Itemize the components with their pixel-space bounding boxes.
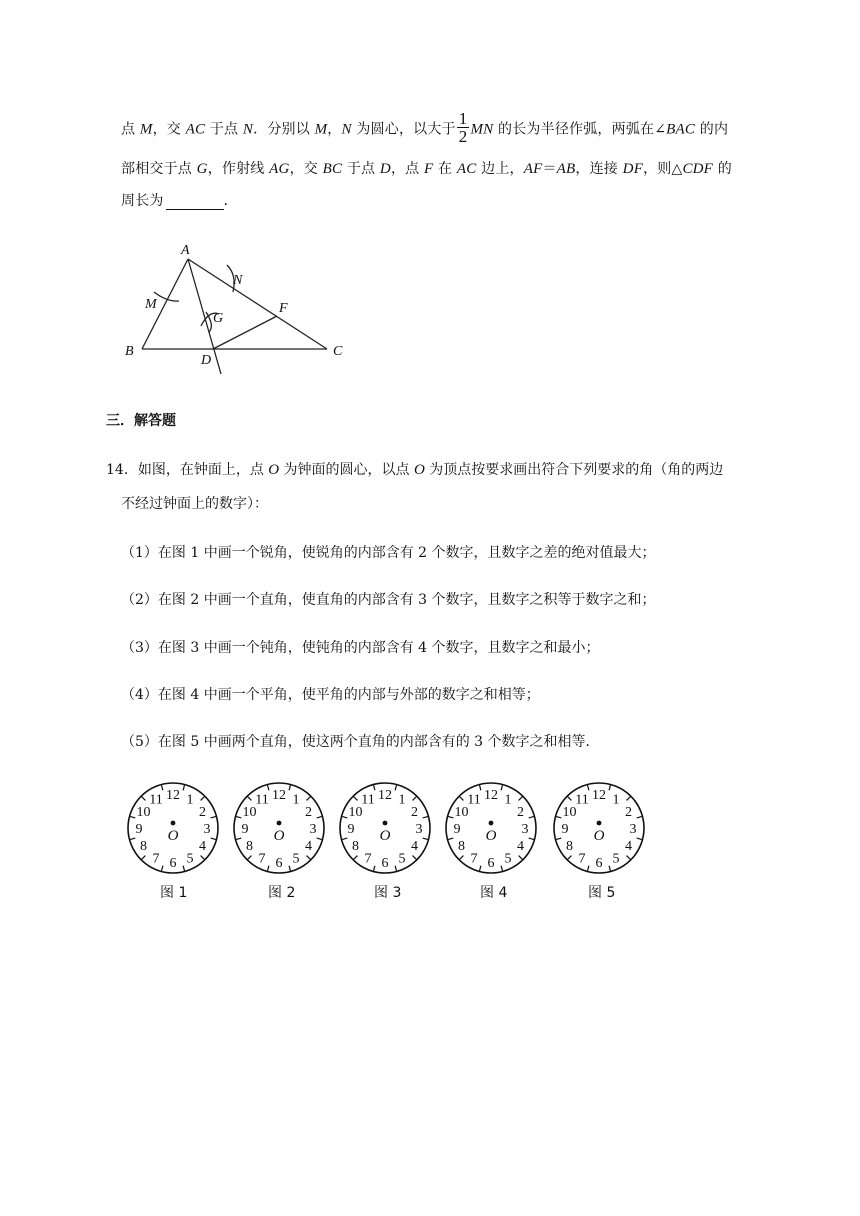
clock-tick [479,866,481,872]
problem14-item-2: （2）在图 2 中画一个直角，使直角的内部含有 3 个数字，且数字之积等于数字之和； [121,592,656,608]
clock-center-dot [171,821,176,826]
clock-number: 1 [186,792,194,808]
problem14-line1 [106,459,723,479]
clock-number: 8 [140,839,148,854]
text: ，交 [152,121,186,138]
text: ，交 [289,161,323,177]
clock-number: 5 [292,851,300,867]
label-d: D [201,353,212,368]
clock-center-label: O [167,828,179,844]
clock-tick [423,838,429,840]
clock-center-label: O [485,828,497,844]
caption-figure-1: 图 1 [160,885,188,901]
clock-number: 10 [136,805,151,820]
label-g: G [213,311,224,326]
clock-tick [247,856,251,860]
clock-number: 10 [562,805,577,820]
clock-number: 5 [186,851,194,867]
clock-number: 12 [378,788,392,803]
clock-center-label: O [379,828,391,844]
problem14-line2: 不经过钟面上的数字）： [121,496,268,512]
clock-number: 9 [135,822,143,837]
clock-tick [529,838,535,840]
text: 周长为 [121,193,164,209]
var: N [242,121,254,138]
clock-number: 1 [504,792,512,808]
clock-tick [501,866,503,872]
label-b: B [125,344,134,359]
clock-tick [342,838,348,840]
clock-number: 9 [241,822,249,837]
clock-tick [267,866,269,872]
clock-number: 7 [470,851,478,867]
var: AG [269,161,290,177]
clock-face-3[interactable] [335,778,435,878]
clock-face-2[interactable] [229,778,329,878]
var: CDF [682,161,714,177]
text: ．分别以 [253,121,315,138]
text: 于点 [205,121,243,138]
clock-number: 4 [410,839,418,854]
var: AC [185,121,206,138]
var: AF [523,161,543,177]
label-a: A [181,243,190,258]
text: ，点 [390,161,425,177]
clock-number: 7 [578,851,586,867]
clock-center-dot [597,821,602,826]
clock-number: 4 [624,839,632,854]
clock-tick [141,856,145,860]
answer-blank[interactable] [166,195,224,210]
text: 14．如图，在钟面上，点 [106,462,269,478]
text: 点 [121,121,140,138]
var: N [341,121,352,138]
clock-number: 5 [612,851,620,867]
clock-number: 2 [410,805,418,820]
clock-number: 6 [487,856,495,871]
clock-tick [236,838,242,840]
clock-number: 1 [612,792,620,808]
clock-tick [448,816,454,818]
var: BC [322,161,343,177]
clock-tick [211,816,217,818]
clock-number: 11 [467,792,481,808]
clock-center-dot [489,821,494,826]
clock-number: 3 [415,822,423,837]
problem13-line1 [121,109,729,147]
clock-number: 2 [304,805,312,820]
clock-tick [609,785,611,791]
var: M [139,121,153,138]
caption-figure-3: 图 3 [374,885,402,901]
clock-number: 8 [566,839,574,854]
clock-tick [317,838,323,840]
clock-tick [627,856,631,860]
clock-tick [609,866,611,872]
clock-tick [413,796,417,800]
clock-number: 8 [458,839,466,854]
arc-m [154,292,179,301]
var: G [196,161,208,177]
clock-tick [353,796,357,800]
clock-center-dot [383,821,388,826]
text: ，则△ [643,161,683,177]
clock-tick [317,816,323,818]
text: ，作射线 [207,161,270,177]
clock-number: 3 [203,822,211,837]
clock-tick [183,785,185,791]
problem13-line2 [121,158,732,178]
triangle-construction-figure [115,240,355,380]
clock-tick [211,838,217,840]
section-title: 三．解答题 [106,413,176,429]
var: F [424,161,434,177]
clock-number: 2 [198,805,206,820]
clock-number: 12 [272,788,286,803]
clock-number: 6 [169,856,177,871]
clock-tick [141,796,145,800]
clock-number: 11 [575,792,589,808]
clock-face-1[interactable] [123,778,223,878]
clock-center-label: O [273,828,285,844]
clock-tick [519,796,523,800]
clock-number: 7 [258,851,266,867]
clock-tick [423,816,429,818]
var: BAC [666,121,696,138]
clock-number: 5 [504,851,512,867]
problem14-item-3: （3）在图 3 中画一个钝角，使钝角的内部含有 4 个数字，且数字之和最小； [121,640,600,656]
var: M [314,121,328,138]
clock-tick [373,785,375,791]
problem14-item-1: （1）在图 1 中画一个锐角，使锐角的内部含有 2 个数字，且数字之差的绝对值最大； [121,545,656,561]
clock-number: 8 [352,839,360,854]
clock-number: 5 [398,851,406,867]
clock-tick [353,856,357,860]
clock-tick [201,796,205,800]
var: MN [470,121,494,138]
clock-number: 9 [453,822,461,837]
clock-tick [413,856,417,860]
clock-tick [587,866,589,872]
clock-number: 3 [309,822,317,837]
clock-tick [395,785,397,791]
clock-number: 10 [348,805,363,820]
clock-number: 11 [149,792,163,808]
clock-tick [567,856,571,860]
problem14-item-5: （5）在图 5 中画两个直角，使这两个直角的内部含有的 3 个数字之和相等． [121,734,600,750]
var: D [379,161,391,177]
text: ，连接 [575,161,623,177]
clock-number: 12 [166,788,180,803]
clock-tick [529,816,535,818]
clock-number: 11 [255,792,269,808]
clock-number: 7 [364,851,372,867]
clock-tick [627,796,631,800]
fraction-one-half [457,110,470,145]
text: 为钟面的圆心，以点 [279,462,415,478]
clock-number: 7 [152,851,160,867]
text: 的 [713,161,732,177]
clock-tick [373,866,375,872]
text: 为顶点按要求画出符合下列要求的角（角的两边 [424,462,724,478]
label-m: M [145,297,157,312]
text: 的内 [695,121,729,138]
caption-figure-2: 图 2 [268,885,296,901]
caption-figure-5: 图 5 [588,885,616,901]
label-n: N [233,273,243,288]
clock-tick [637,838,643,840]
clock-number: 9 [561,822,569,837]
clock-tick [459,796,463,800]
clock-tick [459,856,463,860]
clock-number: 3 [521,822,529,837]
problem13-line3 [121,190,238,210]
var: O [268,462,280,478]
fraction-denominator: 2 [458,127,468,146]
clock-tick [130,816,136,818]
clock-center-dot [277,821,282,826]
clock-number: 4 [304,839,312,854]
text: 在 [433,161,457,177]
text: ， [327,121,342,138]
segment-ac [188,259,327,349]
clock-tick [307,856,311,860]
clock-number: 12 [484,788,498,803]
clock-tick [183,866,185,872]
text: ＝ [542,161,557,177]
clock-number: 6 [595,856,603,871]
text: 于点 [342,161,380,177]
caption-figure-4: 图 4 [480,885,508,901]
text: 为圆心，以大于 [351,121,456,138]
clock-tick [342,816,348,818]
clock-tick [556,816,562,818]
clock-number: 8 [246,839,254,854]
clock-tick [519,856,523,860]
clock-tick [161,866,163,872]
var: AC [456,161,477,177]
clock-tick [289,866,291,872]
clock-number: 10 [454,805,469,820]
clock-tick [161,785,163,791]
clock-tick [289,785,291,791]
problem14-item-4: （4）在图 4 中画一个平角，使平角的内部与外部的数字之和相等； [121,687,540,703]
text: 边上， [476,161,524,177]
clock-tick [567,796,571,800]
label-c: C [333,344,343,359]
clock-number: 4 [198,839,206,854]
clock-tick [637,816,643,818]
var: O [414,462,425,478]
clock-tick [236,816,242,818]
clock-tick [247,796,251,800]
fraction-numerator: 1 [458,109,468,128]
clock-tick [556,838,562,840]
var: DF [622,161,644,177]
text: 的长为半径作弧，两弧在∠ [493,121,667,138]
clock-number: 3 [629,822,637,837]
text: 部相交于点 [121,161,197,177]
clock-number: 4 [516,839,524,854]
var: AB [556,161,576,177]
text: ． [223,193,238,209]
clock-number: 2 [624,805,632,820]
clock-tick [587,785,589,791]
clock-number: 2 [516,805,524,820]
clock-tick [307,796,311,800]
clock-number: 1 [398,792,406,808]
clock-tick [448,838,454,840]
clock-center-label: O [593,828,605,844]
clock-tick [201,856,205,860]
clock-number: 6 [381,856,389,871]
clock-tick [501,785,503,791]
clock-tick [130,838,136,840]
clock-number: 10 [242,805,257,820]
clock-tick [395,866,397,872]
clock-number: 11 [361,792,375,808]
clock-tick [267,785,269,791]
clock-number: 6 [275,856,283,871]
clock-number: 1 [292,792,300,808]
clock-number: 9 [347,822,355,837]
clock-face-4[interactable] [441,778,541,878]
label-f: F [279,301,288,316]
clock-face-5[interactable] [549,778,649,878]
clock-tick [479,785,481,791]
clock-number: 12 [592,788,606,803]
